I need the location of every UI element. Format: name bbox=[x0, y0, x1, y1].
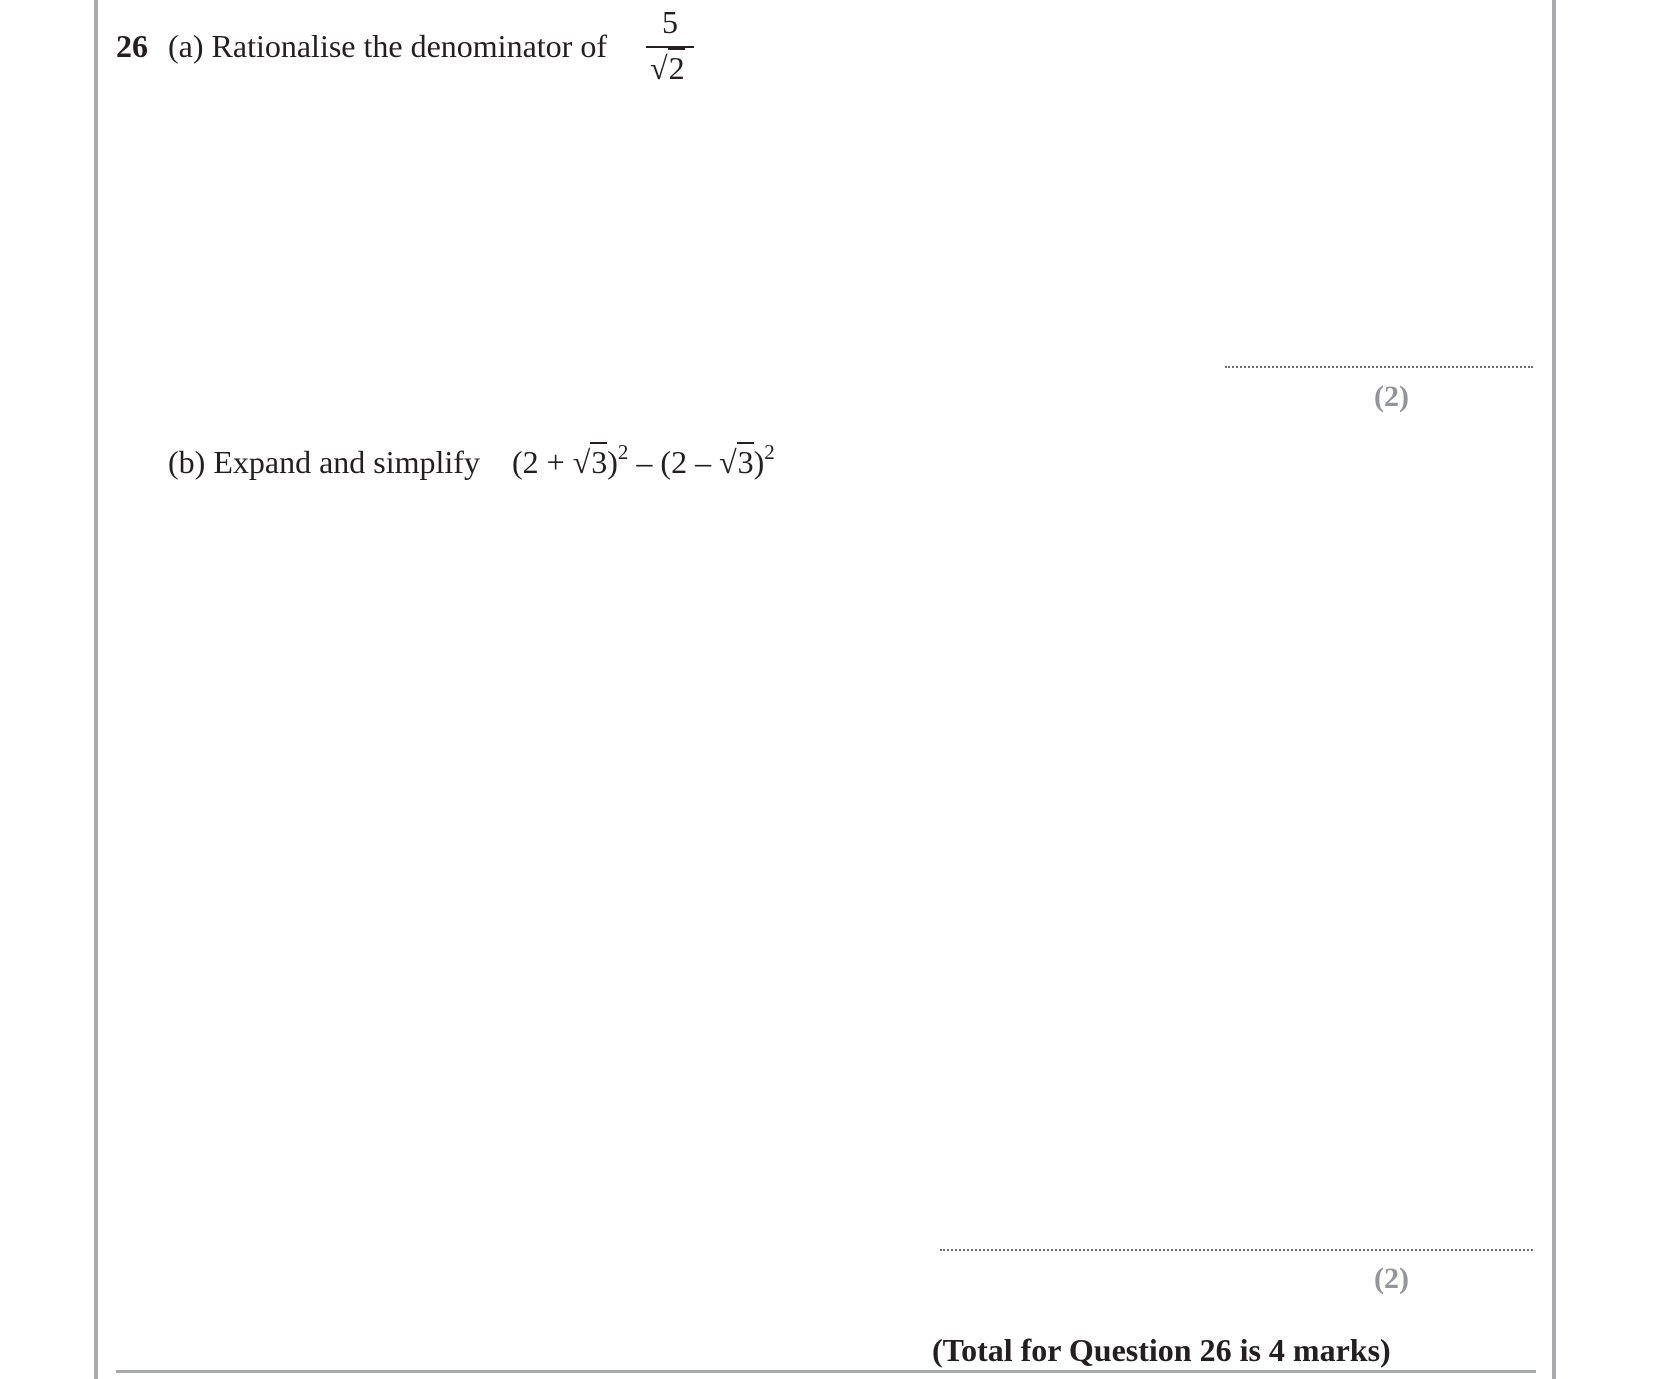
part-b-label: (b) bbox=[168, 444, 206, 480]
fraction-5-over-root-2 bbox=[646, 4, 694, 90]
marks-part-b: (2) bbox=[1374, 1262, 1409, 1295]
answer-line-b[interactable] bbox=[940, 1249, 1533, 1251]
radical-sign: √ bbox=[572, 444, 591, 480]
part-a-text: Rationalise the denominator of bbox=[211, 28, 607, 64]
fraction-numerator: 5 bbox=[662, 4, 678, 40]
part-b-expression bbox=[512, 440, 775, 484]
expr-close-2: ) bbox=[753, 444, 765, 480]
fraction-denominator bbox=[650, 50, 685, 86]
answer-line-a[interactable] bbox=[1225, 366, 1533, 368]
radical-sign: √ bbox=[650, 50, 668, 86]
exponent: 2 bbox=[764, 440, 775, 464]
page-border-right bbox=[1552, 0, 1556, 1379]
total-marks: (Total for Question 26 is 4 marks) bbox=[932, 1332, 1391, 1368]
page-border-left bbox=[94, 0, 98, 1379]
question-number: 26 bbox=[116, 28, 148, 64]
part-a-prompt bbox=[168, 28, 607, 64]
bottom-rule bbox=[116, 1370, 1536, 1373]
expr-close-1: ) bbox=[607, 444, 618, 480]
radical-sign: √ bbox=[719, 444, 737, 480]
radicand: 3 bbox=[737, 444, 754, 480]
part-b-prompt bbox=[168, 444, 480, 480]
expr-open-1: (2 + bbox=[512, 444, 573, 480]
part-b-text: Expand and simplify bbox=[213, 444, 480, 480]
part-a-label: (a) bbox=[168, 28, 204, 64]
radicand: 2 bbox=[668, 50, 685, 86]
marks-part-a: (2) bbox=[1374, 380, 1409, 413]
exponent: 2 bbox=[617, 440, 629, 464]
radicand: 3 bbox=[591, 444, 608, 480]
expr-minus: – (2 – bbox=[628, 444, 720, 480]
